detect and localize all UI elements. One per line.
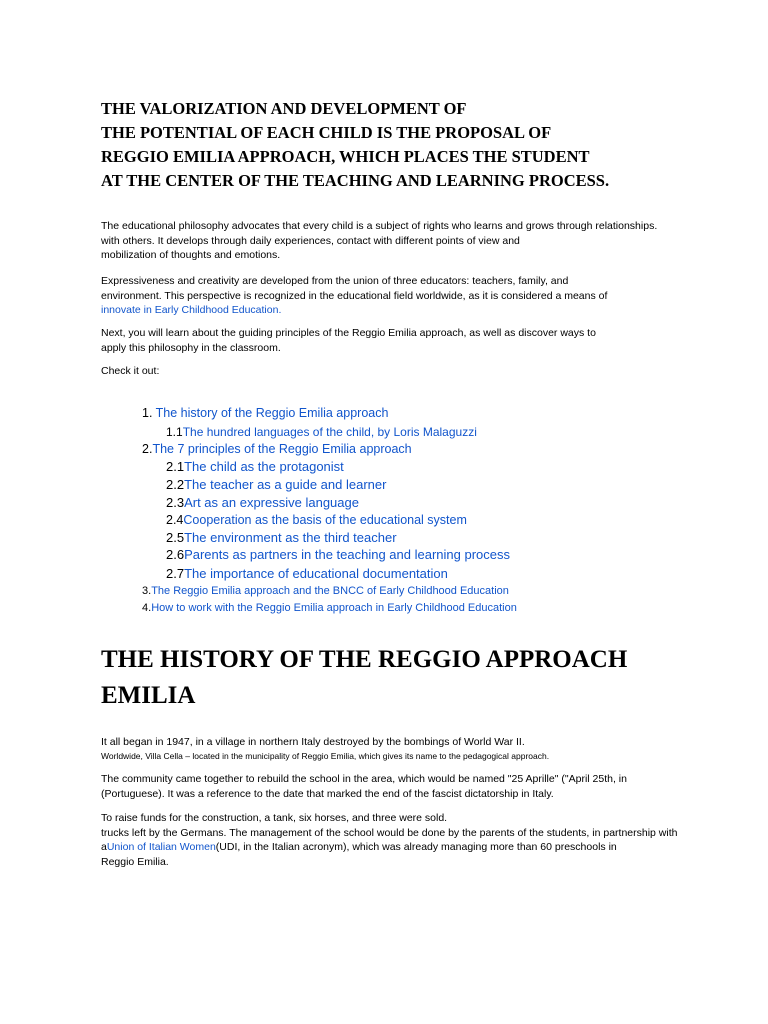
toc-number: 2.5 (166, 530, 185, 545)
intro-line: The educational philosophy advocates that every child is a subject of rights who learns and grows through relationships. (101, 220, 658, 232)
history-line: The community came together to rebuild the school in the area, which would be named "25 Aprille" ("April 25th, in (101, 773, 627, 785)
toc-number: 2.2 (166, 477, 185, 492)
history-heading-line: EMILIA (101, 682, 196, 709)
toc-number: 4. (142, 602, 152, 614)
toc-number: 2.7 (166, 566, 185, 581)
toc-item[interactable] (142, 602, 517, 614)
innovate-link[interactable]: innovate in Early Childhood Education. (101, 304, 282, 316)
headline-line: THE VALORIZATION AND DEVELOPMENT OF (101, 99, 467, 118)
toc-link[interactable]: Art as an expressive language (184, 495, 359, 510)
next-line: apply this philosophy in the classroom. (101, 341, 281, 354)
toc-item[interactable] (142, 442, 412, 456)
toc-item[interactable] (166, 513, 467, 527)
history-line (101, 840, 677, 855)
toc-number: 2.3 (166, 495, 185, 510)
toc-number: 2. (142, 442, 153, 456)
expressiveness-line: Expressiveness and creativity are developed from the union of three educators: teachers, family, and (101, 275, 569, 287)
toc-link[interactable]: The environment as the third teacher (184, 530, 397, 545)
toc-link[interactable]: The child as the protagonist (184, 459, 344, 474)
next-paragraph (101, 326, 596, 355)
history-line-small: Worldwide, Villa Cella – located in the municipality of Reggio Emilia, which gives its name to the pedagogical approach. (101, 750, 550, 761)
toc-number: 1. (142, 406, 156, 420)
history-suffix: (UDI, in the Italian acronym), which was already managing more than 60 preschools in (215, 841, 617, 853)
toc-item[interactable] (166, 477, 386, 492)
toc-item[interactable] (166, 495, 359, 510)
headline-line: AT THE CENTER OF THE TEACHING AND LEARNING PROCESS. (101, 171, 610, 190)
history-heading-line: THE HISTORY OF THE REGGIO APPROACH (101, 646, 628, 673)
toc-item[interactable] (166, 530, 397, 545)
toc-link[interactable]: Parents as partners in the teaching and learning process (184, 547, 510, 562)
history-prefix: a (101, 841, 107, 853)
toc-link[interactable]: The teacher as a guide and learner (184, 477, 387, 492)
toc-number: 2.6 (166, 547, 185, 562)
history-line: To raise funds for the construction, a tank, six horses, and three were sold. (101, 812, 448, 824)
check-text: Check it out: (101, 365, 160, 377)
toc-number: 2.4 (166, 513, 184, 527)
history-line: Reggio Emilia. (101, 855, 169, 868)
intro-line: mobilization of thoughts and emotions. (101, 249, 281, 261)
udi-link[interactable]: Union of Italian Women (106, 841, 216, 853)
history-paragraph-3 (101, 811, 677, 869)
toc-item[interactable] (166, 547, 510, 562)
toc-item[interactable] (166, 459, 344, 474)
intro-line: with others. It develops through daily experiences, contact with different points of view and (101, 234, 520, 247)
expressiveness-paragraph (101, 274, 607, 318)
history-line: (Portuguese). It was a reference to the date that marked the end of the fascist dictatorship in Italy. (101, 787, 554, 800)
expressiveness-line: environment. This perspective is recognized in the educational field worldwide, as it is considered a means of (101, 289, 608, 302)
history-line: trucks left by the Germans. The management of the school would be done by the parents of the students, in partnership with (101, 826, 678, 839)
toc-item[interactable] (166, 425, 477, 439)
toc-item[interactable] (166, 566, 448, 581)
toc-link[interactable]: The 7 principles of the Reggio Emilia approach (152, 442, 412, 456)
headline (101, 97, 609, 193)
toc-item[interactable] (142, 406, 388, 420)
toc-item[interactable] (142, 585, 509, 597)
headline-line: REGGIO EMILIA APPROACH, WHICH PLACES THE STUDENT (101, 147, 590, 166)
headline-line: THE POTENTIAL OF EACH CHILD IS THE PROPOSAL OF (101, 123, 552, 142)
history-heading (101, 642, 627, 714)
toc-link[interactable]: The importance of educational documentation (184, 566, 448, 581)
history-line: It all began in 1947, in a village in northern Italy destroyed by the bombings of World War II. (101, 736, 525, 748)
toc-number: 2.1 (166, 459, 185, 474)
intro-paragraph (101, 219, 657, 263)
toc-link[interactable]: The hundred languages of the child, by Loris Malaguzzi (182, 425, 477, 439)
toc-link[interactable]: How to work with the Reggio Emilia approach in Early Childhood Education (151, 602, 517, 614)
toc-number: 1.1 (166, 425, 183, 439)
toc-link[interactable]: The Reggio Emilia approach and the BNCC of Early Childhood Education (151, 585, 509, 597)
toc-number: 3. (142, 585, 152, 597)
next-line: Next, you will learn about the guiding principles of the Reggio Emilia approach, as well as discover ways to (101, 327, 596, 339)
check-label (101, 364, 159, 379)
toc-link[interactable]: Cooperation as the basis of the educational system (183, 513, 467, 527)
history-paragraph-1 (101, 735, 549, 762)
history-paragraph-2 (101, 772, 627, 801)
toc-link[interactable]: The history of the Reggio Emilia approach (155, 406, 389, 420)
